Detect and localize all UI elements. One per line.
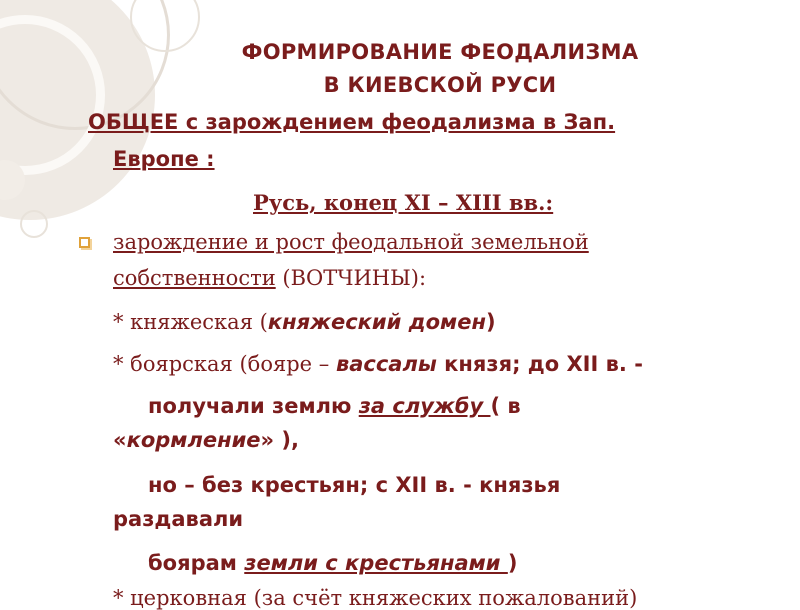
no-peasants-line: но – без крестьян; с XII в. - князья — [148, 473, 561, 497]
point-line-2 — [113, 266, 426, 290]
boyars-land-term: земли с крестьянами — [244, 551, 508, 575]
point-word-votchiny: (ВОТЧИНЫ): — [275, 266, 427, 290]
period-heading: Русь, конец XI – XIII вв.: — [253, 190, 554, 215]
received-for-service: за службу — [358, 394, 491, 418]
slide-title — [160, 36, 720, 102]
title-line-2: В КИЕВСКОЙ РУСИ — [323, 73, 557, 97]
received-line — [148, 394, 521, 418]
checkbox-bullet-icon — [79, 237, 90, 248]
boyar-suffix: князя; до XII в. - — [436, 352, 643, 376]
boyar-term: вассалы — [335, 352, 437, 376]
feeding-line — [113, 428, 299, 452]
church-line-cutoff: * церковная (за счёт княжеских пожалований) — [113, 586, 638, 610]
boyars-land-line — [148, 551, 517, 575]
received-c: ( в — [490, 394, 521, 418]
boyars-a: боярам — [148, 551, 245, 575]
point-line-1: зарождение и рост феодальной земельной — [113, 230, 589, 254]
distributed-line: раздавали — [113, 507, 244, 531]
princely-prefix: * княжеская ( — [113, 310, 268, 334]
feeding-c: » ), — [260, 428, 299, 452]
title-line-1: ФОРМИРОВАНИЕ ФЕОДАЛИЗМА — [241, 40, 639, 64]
background-ring-tiny — [20, 210, 48, 238]
boyar-prefix: * боярская (бояре – — [113, 352, 336, 376]
boyar-line — [113, 352, 643, 376]
boyars-c: ) — [507, 551, 518, 575]
point-word-property: собственности — [113, 266, 276, 290]
princely-term: княжеский домен — [267, 310, 486, 334]
feeding-a: « — [113, 428, 127, 452]
common-line-1: ОБЩЕЕ с зарождением феодализма в Зап. — [88, 110, 616, 134]
princely-suffix: ) — [485, 310, 496, 334]
feeding-term: кормление — [126, 428, 261, 452]
received-a: получали землю — [148, 394, 359, 418]
common-line-2: Европе : — [113, 147, 215, 171]
princely-line — [113, 310, 496, 334]
